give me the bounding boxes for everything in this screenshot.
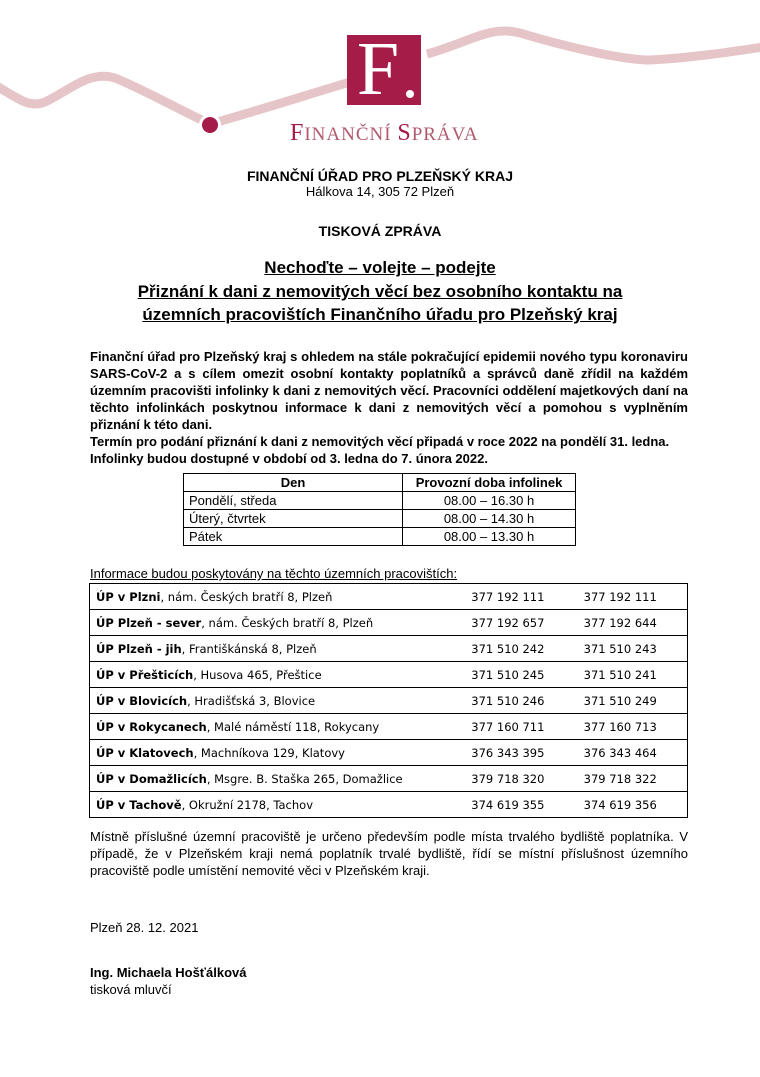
brand-part: INANČNÍ [304, 124, 398, 145]
phone-cell: 377 192 657 [462, 610, 574, 636]
phone-cell: 371 510 241 [575, 662, 688, 688]
jurisdiction-paragraph: Místně příslušné územní pracoviště je určeno především podle místa trvalého bydliště poplatníka. V případě, že v Plzeňském kraji nemá poplatník trvalé bydliště, řídí se místní příslušnost územního pracoviště podle umístění nemovité věci v Plzeňském kraji. [90, 829, 688, 878]
office-cell [90, 740, 463, 766]
office-cell [90, 584, 463, 610]
office-name: ÚP v Domažlicích [96, 771, 207, 786]
table-row [90, 792, 688, 818]
subheadline-line-1: Přiznání k dani z nemovitých věcí bez osobního kontaktu na [137, 282, 623, 301]
phone-cell: 376 343 395 [462, 740, 574, 766]
office-name: ÚP v Blovicích [96, 693, 188, 708]
time-cell: 08.00 – 16.30 h [403, 492, 576, 510]
office-cell [90, 610, 463, 636]
time-cell: 08.00 – 13.30 h [403, 528, 576, 546]
office-cell [90, 714, 463, 740]
office-name: FINANČNÍ ÚŘAD PRO PLZEŇSKÝ KRAJ [246, 168, 513, 184]
phone-cell: 371 510 246 [462, 688, 574, 714]
office-address: , nám. Českých bratří 8, Plzeň [201, 615, 374, 630]
phone-cell: 371 510 242 [462, 636, 574, 662]
office-address: , Machníkova 129, Klatovy [193, 745, 345, 760]
phone-cell: 374 619 356 [575, 792, 688, 818]
intro-paragraph: Finanční úřad pro Plzeňský kraj s ohledem na stále pokračující epidemii nového typu koronaviru SARS-CoV-2 a s cílem omezit osobní kontakty poplatníků a správců daně zřídil na každém územním pracovišti infolinky k dani z nemovitých věcí. Pracovníci oddělení majetkových daní na těchto infolinkách poskytnou informace k dani z nemovitých věcí a pomohou s vyplněním přiznání k této dani. [90, 349, 688, 432]
brand-part: F [290, 120, 305, 146]
logo-letter: F [356, 27, 400, 111]
logo-dot-icon [202, 117, 218, 133]
table-row [184, 492, 576, 510]
office-address: Hálkova 14, 305 72 Plzeň [305, 184, 455, 199]
document-type: TISKOVÁ ZPRÁVA [318, 223, 442, 239]
office-name: ÚP Plzeň - sever [96, 615, 202, 630]
column-header: Den [184, 474, 403, 492]
table-row [90, 766, 688, 792]
brand-part: PRÁVA [411, 124, 479, 145]
signer-role: tisková mluvčí [90, 982, 172, 997]
phone-cell: 377 160 713 [575, 714, 688, 740]
phone-cell: 377 160 711 [462, 714, 574, 740]
table-row [90, 740, 688, 766]
phone-cell: 379 718 322 [575, 766, 688, 792]
day-cell: Pátek [184, 528, 403, 546]
office-address: , Františkánská 8, Plzeň [181, 641, 317, 656]
brand-part: S [397, 120, 412, 146]
office-address: , Hradišťská 3, Blovice [187, 693, 316, 708]
table-row [90, 584, 688, 610]
issue-date: Plzeň 28. 12. 2021 [90, 920, 199, 935]
logo-period-icon [406, 90, 414, 98]
office-address: , Husova 465, Přeštice [193, 667, 322, 682]
office-name: ÚP v Plzni [96, 589, 161, 604]
table-row [90, 688, 688, 714]
office-cell [90, 662, 463, 688]
subheadline-line-2: územních pracovištích Finančního úřadu pro Plzeňský kraj [142, 305, 618, 324]
office-cell [90, 766, 463, 792]
office-cell [90, 792, 463, 818]
office-address: , nám. Českých bratří 8, Plzeň [160, 589, 333, 604]
office-name: ÚP v Tachově [96, 797, 182, 812]
table-row [184, 528, 576, 546]
phone-cell: 371 510 249 [575, 688, 688, 714]
deadline-paragraph: Termín pro podání přiznání k dani z nemovitých věcí připadá v roce 2022 na pondělí 31. ledna. Infolinky budou dostupné v období od 3. ledna do 7. února 2022. [90, 434, 670, 466]
column-header: Provozní doba infolinek [403, 474, 576, 492]
headline: Nechoďte – volejte – podejte [264, 258, 496, 277]
table-header-row [184, 474, 576, 492]
table-row [90, 714, 688, 740]
offices-label: Informace budou poskytovány na těchto územních pracovištích: [90, 566, 458, 581]
logo-emblem [347, 27, 421, 111]
intro-text [90, 348, 688, 467]
phone-cell: 376 343 464 [575, 740, 688, 766]
brand-name [290, 120, 490, 147]
day-cell: Pondělí, středa [184, 492, 403, 510]
office-name: ÚP v Rokycanech [96, 719, 207, 734]
office-address: , Okružní 2178, Tachov [181, 797, 314, 812]
hours-table [183, 473, 576, 546]
office-name: ÚP v Klatovech [96, 745, 194, 760]
office-name: ÚP v Přešticích [96, 667, 194, 682]
office-address: , Msgre. B. Staška 265, Domažlice [206, 771, 403, 786]
table-row [90, 636, 688, 662]
phone-cell: 371 510 245 [462, 662, 574, 688]
office-name: ÚP Plzeň - jih [96, 641, 182, 656]
phone-cell: 371 510 243 [575, 636, 688, 662]
phone-cell: 379 718 320 [462, 766, 574, 792]
office-cell [90, 688, 463, 714]
day-cell: Úterý, čtvrtek [184, 510, 403, 528]
office-address: , Malé náměstí 118, Rokycany [206, 719, 380, 734]
table-row [90, 662, 688, 688]
phone-cell: 377 192 644 [575, 610, 688, 636]
signer-name: Ing. Michaela Hošťálková [90, 965, 247, 980]
table-row [90, 610, 688, 636]
table-row [184, 510, 576, 528]
phone-cell: 377 192 111 [462, 584, 574, 610]
offices-table [89, 583, 688, 818]
phone-cell: 374 619 355 [462, 792, 574, 818]
time-cell: 08.00 – 14.30 h [403, 510, 576, 528]
office-cell [90, 636, 463, 662]
phone-cell: 377 192 111 [575, 584, 688, 610]
